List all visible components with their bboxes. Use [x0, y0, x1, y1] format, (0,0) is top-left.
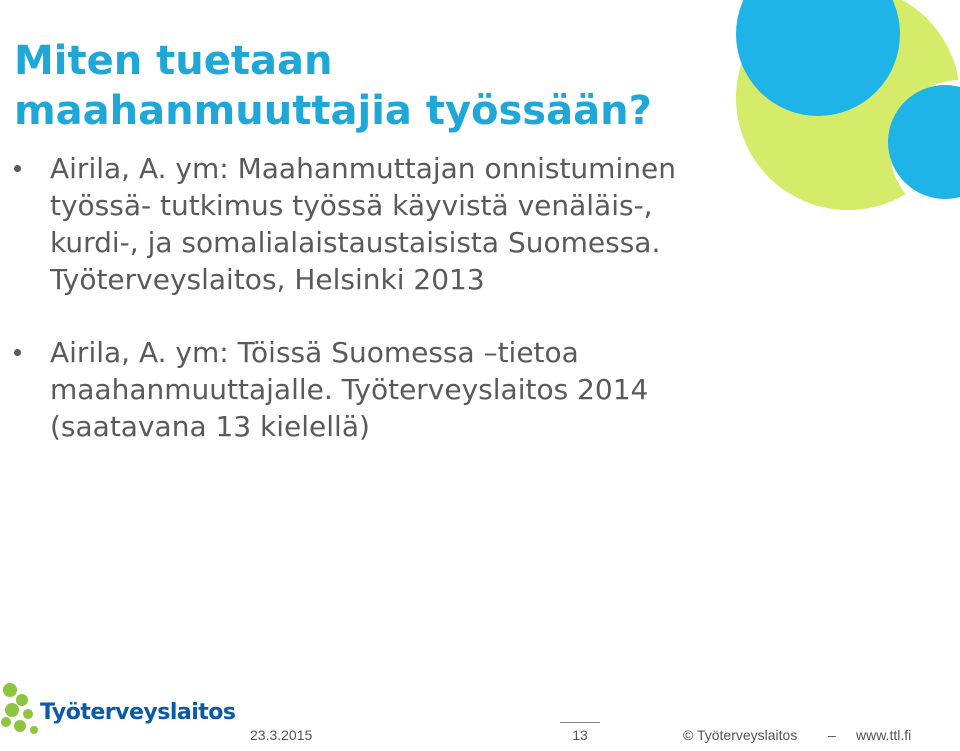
- green-circle: [736, 0, 960, 210]
- slide-footer: [0, 700, 960, 748]
- footer-dash: –: [828, 727, 836, 743]
- footer-copyright: © Työterveyslaitos: [683, 727, 798, 743]
- bullet-dot-icon: [14, 349, 21, 356]
- bullet-item: [14, 334, 734, 445]
- blue-circle-top: [736, 0, 900, 116]
- title-line-1: Miten tuetaan: [14, 38, 333, 84]
- title-line-2: maahanmuuttajia työssään?: [14, 88, 652, 134]
- logo: [0, 680, 236, 748]
- slide-title: [14, 36, 714, 136]
- bullet-list: [14, 150, 734, 445]
- bullet-dot-icon: [14, 165, 21, 172]
- logo-text: Työterveyslaitos: [40, 700, 236, 725]
- footer-date: 23.3.2015: [250, 727, 313, 743]
- bullet-text: Airila, A. ym: Maahanmuttajan onnistuminen työssä- tutkimus työssä käyvistä venäläis-, kurdi-, ja somalialaistaustaisista Suomessa. Työterveyslaitos, Helsinki 2013: [50, 152, 676, 296]
- bullet-text: Airila, A. ym: Töissä Suomessa –tietoa maahanmuuttajalle. Työterveyslaitos 2014 (saatavana 13 kielellä): [50, 336, 649, 443]
- page-number-divider: [560, 722, 600, 723]
- footer-url[interactable]: www.ttl.fi: [856, 727, 912, 743]
- bullet-item: [14, 150, 734, 298]
- white-overlap-circle: [890, 80, 960, 220]
- page-number: 13: [572, 727, 588, 743]
- blue-circle-right: [888, 85, 960, 199]
